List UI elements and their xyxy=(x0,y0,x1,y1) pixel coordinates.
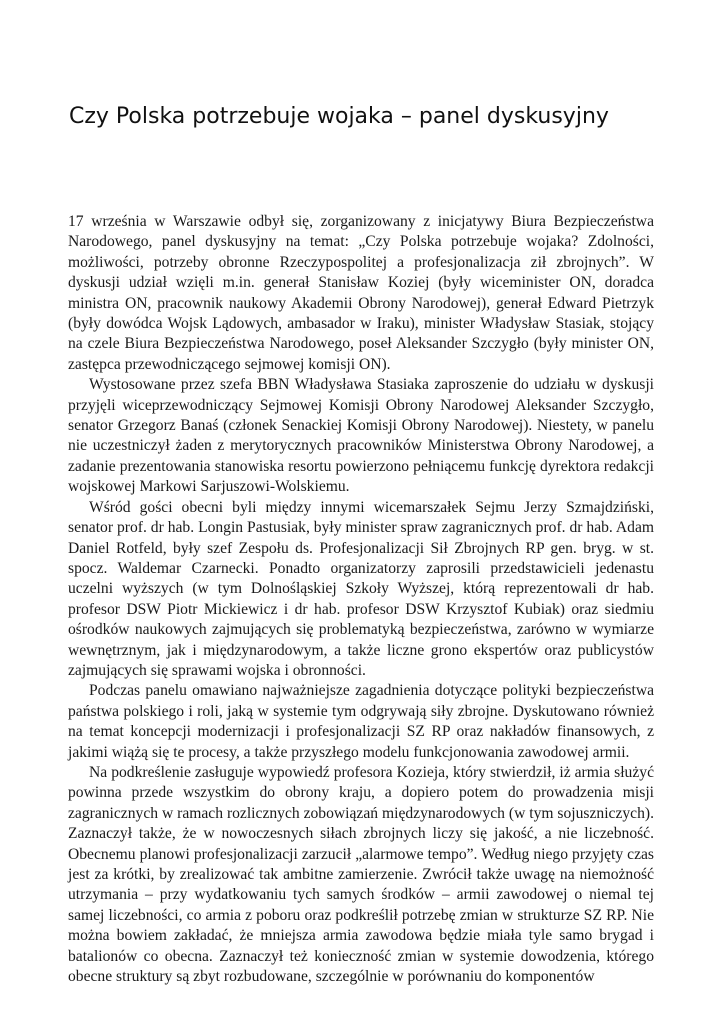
paragraph-1: 17 września w Warszawie odbył się, zorganizowany z inicjatywy Biura Bezpieczeństwa Narodowego, panel dyskusyjny na temat: „Czy Polska potrzebuje wojaka? Zdolności, możliwości, potrzeby obronne Rzeczypospolitej a profesjonalizacja ził zbrojnych”. W dyskusji udział wzięli m.in. generał Stanisław Koziej (były wiceminister ON, doradca ministra ON, pracownik naukowy Akademii Obrony Narodowej), generał Edward Pietrzyk (były dowódca Wojsk Lądowych, ambasador w Iraku), minister Władysław Stasiak, stojący na czele Biura Bezpieczeństwa Narodowego, poseł Aleksander Szczygło (były minister ON, zastępca przewodniczącego sejmowej komisji ON). xyxy=(68,213,654,373)
article-title: Czy Polska potrzebuje wojaka – panel dyskusyjny xyxy=(69,104,609,129)
article-body xyxy=(68,212,654,987)
paragraph-5: Na podkreślenie zasługuje wypowiedź profesora Kozieja, który stwierdził, iż armia służyć powinna przede wszystkim do obrony kraju, a dopiero potem do prowadzenia misji zagranicznych w ramach rozlicznych zobowiązań międzynarodowych (w tym sojuszniczych). Zaznaczył także, że w nowoczesnych siłach zbrojnych liczy się jakość, a nie liczebność. Obecnemu planowi profesjonalizacji zarzucił „alarmowe tempo”. Według niego przyjęty czas jest za krótki, by zrealizować tak ambitne zamierzenie. Zwrócił także uwagę na niemożność utrzymania – przy wydatkowaniu tych samych środków – armii zawodowej o niemal tej samej liczebności, co armia z poboru oraz podkreślił potrzebę zmian w strukturze SZ RP. Nie można bowiem zakładać, że mniejsza armia zawodowa będzie miała tyle samo brygad i batalionów co obecna. Zaznaczył też konieczność zmian w systemie dowodzenia, którego obecne struktury są zbyt rozbudowane, szczególnie w porównaniu do komponentów xyxy=(68,763,654,986)
paragraph-4: Podczas panelu omawiano najważniejsze zagadnienia dotyczące polityki bezpieczeństwa państwa polskiego i roli, jaką w systemie tym odgrywają siły zbrojne. Dyskutowano również na temat koncepcji modernizacji i profesjonalizacji SZ RP oraz nakładów finansowych, z jakimi wiążą się te procesy, a także przyszłego modelu funkcjonowania zawodowej armii. xyxy=(68,682,654,761)
paragraph-3: Wśród gości obecni byli między innymi wicemarszałek Sejmu Jerzy Szmajdziński, senator prof. dr hab. Longin Pastusiak, były minister spraw zagranicznych prof. dr hab. Adam Daniel Rotfeld, były szef Zespołu ds. Profesjonalizacji Sił Zbrojnych RP gen. bryg. w st. spocz. Waldemar Czarnecki. Ponadto organizatorzy zaprosili przedstawicieli jedenastu uczelni wyższych (w tym Dolnośląskiej Szkoły Wyższej, którą reprezentowali dr hab. profesor DSW Piotr Mickiewicz i dr hab. profesor DSW Krzysztof Kubiak) oraz siedmiu ośrodków naukowych zajmujących się problematyką bezpieczeństwa, zarówno w wymiarze wewnętrznym, jak i międzynarodowym, a także liczne grono ekspertów oraz publicystów zajmujących się sprawami wojska i obronności. xyxy=(68,498,654,679)
paragraph-2: Wystosowane przez szefa BBN Władysława Stasiaka zaproszenie do udziału w dyskusji przyjęli wiceprzewodniczący Sejmowej Komisji Obrony Narodowej Aleksander Szczygło, senator Grzegorz Banaś (członek Senackiej Komisji Obrony Narodowej). Niestety, w panelu nie uczestniczył żaden z merytorycznych pracowników Ministerstwa Obrony Narodowej, a zadanie prezentowania stanowiska resortu powierzono pełniącemu funkcję dyrektora redakcji wojskowej Markowi Sarjuszowi-Wolskiemu. xyxy=(68,376,654,496)
